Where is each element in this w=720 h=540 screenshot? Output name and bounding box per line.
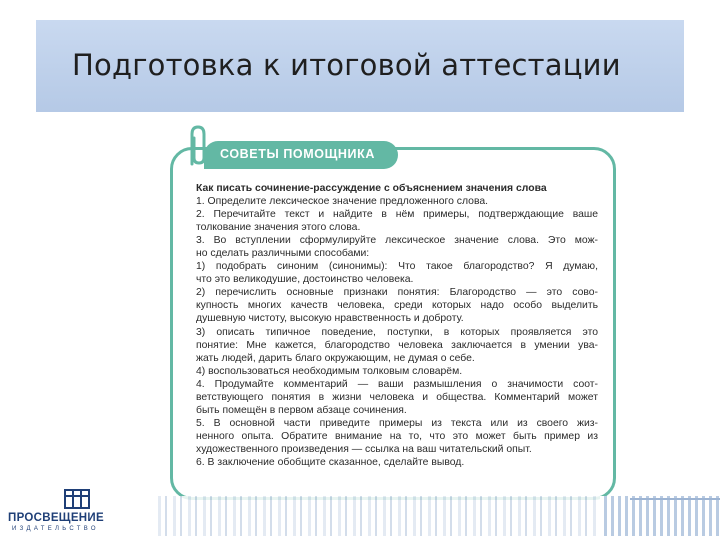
tips-line: ветствующего понятия в жизни человека и общества. Комментарий может <box>196 391 598 403</box>
tips-line: 5. В основной части приведите примеры из текста или из своего жиз- <box>196 417 598 429</box>
tips-line: 4) воспользоваться необходимым толковым словарём. <box>196 365 463 377</box>
tips-line: 4. Продумайте комментарий — ваши размышления о значимости соот- <box>196 378 598 390</box>
tips-line: художественного произведения — ссылка на ваш читательский опыт. <box>196 443 532 455</box>
tips-line: 1. Определите лексическое значение предложенного слова. <box>196 196 489 208</box>
tips-line: 6. В заключение обобщите сказанное, сделайте вывод. <box>196 456 465 468</box>
tips-line: что это великодушие, достоинство человека. <box>196 274 414 286</box>
tips-line: 1) подобрать синоним (синонимы): Что такое благородство? Я думаю, <box>196 261 598 273</box>
publisher-logo-name: ПРОСВЕЩЕНИЕ <box>8 512 104 524</box>
tips-heading: Как писать сочинение-рассуждение с объяснением значения слова <box>196 183 547 194</box>
tips-line: быть помещён в первом абзаце сочинения. <box>196 404 407 416</box>
tips-line: 2. Перечитайте текст и найдите в нём примеры, подтверждающие ваше <box>196 209 598 221</box>
tips-ribbon-label: СОВЕТЫ ПОМОЩНИКА <box>220 147 375 161</box>
tips-line: но сделать различными способами: <box>196 248 370 260</box>
tips-line: купность многих качеств человека, среди которых надо особо выделить <box>196 300 598 312</box>
tips-line: толкование значения этого слова. <box>196 222 361 234</box>
tips-line: понятие: Мне кажется, благородство человека заключается в умении ува- <box>196 339 598 351</box>
footer-divider <box>630 498 720 500</box>
tips-line: 3. Во вступлении сформулируйте лексическое значение слова. Это мож- <box>196 235 598 247</box>
publisher-logo-icon <box>64 488 90 510</box>
paperclip-icon <box>180 124 214 168</box>
tips-content <box>196 182 598 469</box>
publisher-logo <box>8 488 158 536</box>
decorative-stripes-right <box>600 496 720 536</box>
tips-line: 3) описать типичное поведение, поступки, в которых проявляется это <box>196 326 598 338</box>
tips-line: ненного опыта. Обратите внимание на то, что это может быть пример из <box>196 430 598 442</box>
tips-line: жать людей, дарить благо окружающим, не думая о себе. <box>196 352 475 364</box>
publisher-logo-subtitle: ИЗДАТЕЛЬСТВО <box>12 526 99 532</box>
slide-title: Подготовка к итоговой аттестации <box>72 48 621 82</box>
tips-line: 2) перечислить основные признаки понятия: Благородство — это сово- <box>196 287 598 299</box>
tips-line: душевную чистоту, высокую нравственность и доброту. <box>196 313 464 325</box>
